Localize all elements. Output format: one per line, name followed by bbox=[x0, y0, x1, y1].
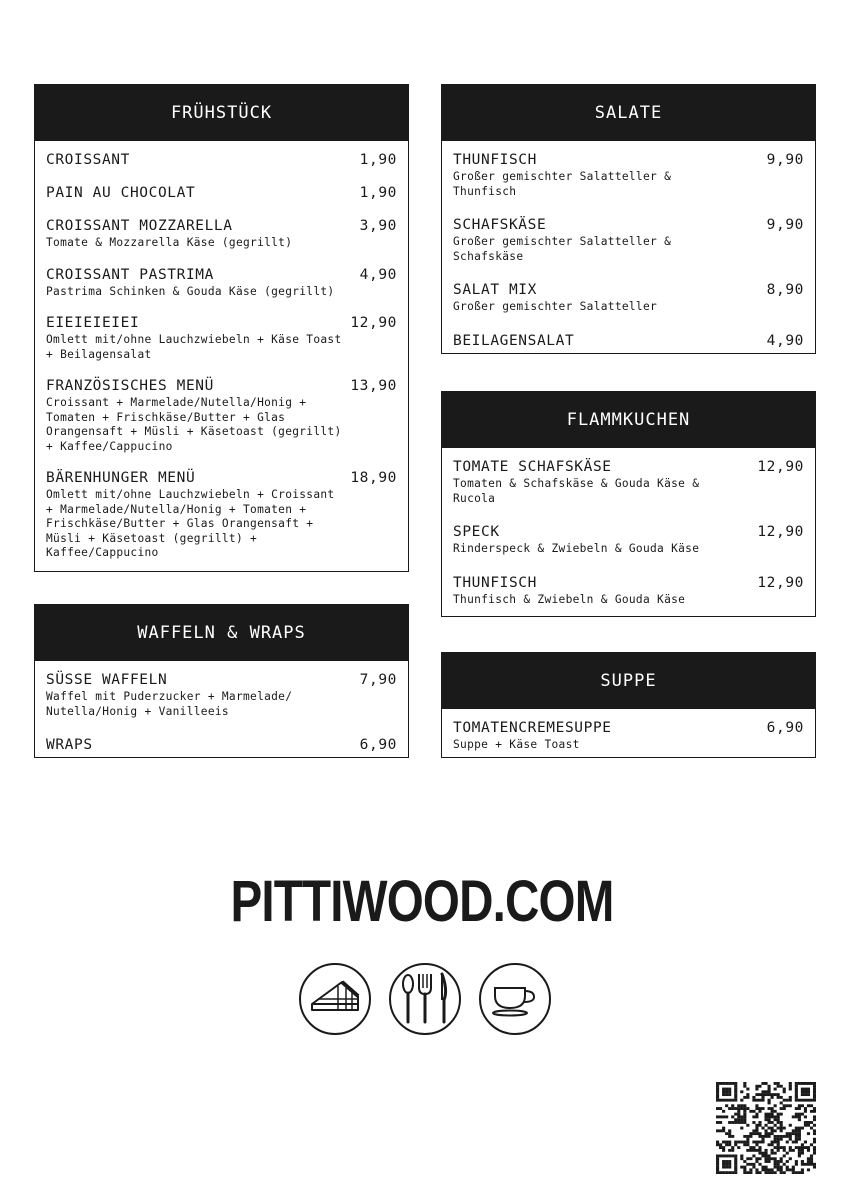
item-name: BEILAGENSALAT bbox=[453, 332, 575, 349]
menu-item bbox=[46, 184, 397, 202]
menu-item-list bbox=[442, 709, 815, 753]
section-title: FLAMMKUCHEN bbox=[442, 392, 815, 448]
item-name: SÜSSE WAFFELN bbox=[46, 672, 168, 688]
menu-item-row bbox=[46, 314, 397, 332]
menu-item bbox=[453, 574, 804, 608]
menu-item bbox=[46, 736, 397, 754]
menu-item bbox=[453, 281, 804, 315]
menu-item-row bbox=[453, 458, 804, 476]
menu-item-row bbox=[453, 574, 804, 592]
menu-item-row bbox=[46, 151, 397, 169]
item-name: BÄRENHUNGER MENÜ bbox=[46, 470, 196, 486]
menu-item bbox=[46, 217, 397, 251]
section-title: FRÜHSTÜCK bbox=[35, 85, 408, 141]
item-name: SCHAFSKÄSE bbox=[453, 217, 547, 233]
menu-item bbox=[453, 523, 804, 557]
menu-item-row bbox=[46, 469, 397, 487]
menu-item bbox=[453, 332, 804, 350]
item-name: TOMATENCREMESUPPE bbox=[453, 720, 612, 736]
item-name: WRAPS bbox=[46, 737, 93, 753]
menu-item-row bbox=[46, 671, 397, 689]
item-price: 13,90 bbox=[350, 378, 397, 394]
item-price: 9,90 bbox=[766, 152, 804, 168]
menu-item-row bbox=[453, 332, 804, 350]
item-name: CROISSANT PASTRIMA bbox=[46, 266, 214, 283]
item-price: 12,90 bbox=[350, 315, 397, 331]
item-name: CROISSANT MOZZARELLA bbox=[46, 218, 233, 234]
item-price: 12,90 bbox=[757, 459, 804, 475]
item-name: THUNFISCH bbox=[453, 152, 537, 168]
section-suppe bbox=[441, 652, 816, 758]
item-price: 6,90 bbox=[766, 720, 804, 736]
item-price: 7,90 bbox=[359, 672, 397, 688]
item-price: 12,90 bbox=[757, 574, 804, 591]
menu-item-row bbox=[46, 184, 397, 202]
menu-item bbox=[46, 266, 397, 300]
cutlery-icon bbox=[388, 962, 462, 1036]
menu-item-row bbox=[46, 266, 397, 284]
item-description: Großer gemischter Salatteller & Schafskäse bbox=[453, 235, 672, 263]
footer-icons bbox=[298, 962, 553, 1036]
section-waffeln-wraps bbox=[34, 604, 409, 758]
menu-item-row bbox=[46, 736, 397, 754]
qr-code[interactable] bbox=[716, 1082, 816, 1174]
website-link[interactable]: PITTIWOOD.COM bbox=[230, 869, 614, 934]
menu-item-row bbox=[453, 216, 804, 234]
item-price: 3,90 bbox=[359, 218, 397, 234]
section-title: SUPPE bbox=[442, 653, 815, 709]
menu-item bbox=[453, 151, 804, 199]
menu-item bbox=[46, 151, 397, 169]
menu-item bbox=[46, 377, 397, 454]
item-price: 1,90 bbox=[359, 152, 397, 168]
coffee-cup-icon bbox=[478, 962, 552, 1036]
menu-item-row bbox=[46, 217, 397, 235]
item-price: 18,90 bbox=[350, 470, 397, 486]
item-name: FRANZÖSISCHES MENÜ bbox=[46, 378, 214, 394]
menu-item-row bbox=[453, 151, 804, 169]
menu-item-list bbox=[35, 141, 408, 561]
menu-item bbox=[453, 216, 804, 264]
menu-item-row bbox=[453, 281, 804, 299]
item-name: THUNFISCH bbox=[453, 574, 537, 591]
menu-item bbox=[46, 671, 397, 719]
menu-item bbox=[46, 469, 397, 561]
menu-item-row bbox=[453, 719, 804, 737]
menu-item bbox=[453, 719, 804, 753]
menu-item-row bbox=[46, 377, 397, 395]
item-name: EIEIEIEIEI bbox=[46, 315, 140, 331]
menu-item-list bbox=[442, 448, 815, 607]
section-title: SALATE bbox=[442, 85, 815, 141]
item-description: Omlett mit/ohne Lauchzwiebeln + Käse Toast + Beilagensalat bbox=[46, 333, 342, 361]
menu-item bbox=[46, 314, 397, 362]
item-description: Tomaten & Schafskäse & Gouda Käse & Rucola bbox=[453, 477, 700, 505]
item-description: Großer gemischter Salatteller & Thunfisch bbox=[453, 170, 672, 198]
item-price: 6,90 bbox=[359, 737, 397, 753]
item-description: Waffel mit Puderzucker + Marmelade/ Nutella/Honig + Vanilleeis bbox=[46, 690, 293, 718]
item-description: Suppe + Käse Toast bbox=[453, 738, 580, 751]
item-description: Rinderspeck & Zwiebeln & Gouda Käse bbox=[453, 542, 700, 555]
section-salate bbox=[441, 84, 816, 354]
menu-item-row bbox=[453, 523, 804, 541]
item-name: SPECK bbox=[453, 524, 500, 540]
item-price: 4,90 bbox=[359, 266, 397, 283]
menu-item bbox=[453, 458, 804, 506]
item-price: 9,90 bbox=[766, 217, 804, 233]
menu-item-list bbox=[35, 661, 408, 754]
item-description: Thunfisch & Zwiebeln & Gouda Käse bbox=[453, 592, 686, 606]
item-name: PAIN AU CHOCOLAT bbox=[46, 185, 196, 201]
item-name: TOMATE SCHAFSKÄSE bbox=[453, 459, 612, 475]
item-price: 12,90 bbox=[757, 524, 804, 540]
item-description: Croissant + Marmelade/Nutella/Honig + Tomaten + Frischkäse/Butter + Glas Orangensaft + Müsli + Käsetoast (gegrillt) + Kaffee/Cappucino bbox=[46, 396, 342, 453]
item-description: Pastrima Schinken & Gouda Käse (gegrillt) bbox=[46, 284, 335, 298]
item-price: 8,90 bbox=[766, 282, 804, 298]
section-fruehstueck bbox=[34, 84, 409, 572]
cake-icon bbox=[298, 962, 372, 1036]
item-description: Tomate & Mozzarella Käse (gegrillt) bbox=[46, 236, 293, 249]
item-description: Omlett mit/ohne Lauchzwiebeln + Croissant + Marmelade/Nutella/Honig + Tomaten + Frischkäse/Butter + Glas Orangensaft + Müsli + Käsetoast (gegrillt) + Kaffee/Cappucino bbox=[46, 488, 335, 559]
item-description: Großer gemischter Salatteller bbox=[453, 300, 658, 313]
section-flammkuchen bbox=[441, 391, 816, 617]
item-price: 1,90 bbox=[359, 185, 397, 201]
menu-item-list bbox=[442, 141, 815, 350]
item-name: CROISSANT bbox=[46, 152, 130, 168]
section-title: WAFFELN & WRAPS bbox=[35, 605, 408, 661]
item-price: 4,90 bbox=[766, 332, 804, 349]
item-name: SALAT MIX bbox=[453, 282, 537, 298]
